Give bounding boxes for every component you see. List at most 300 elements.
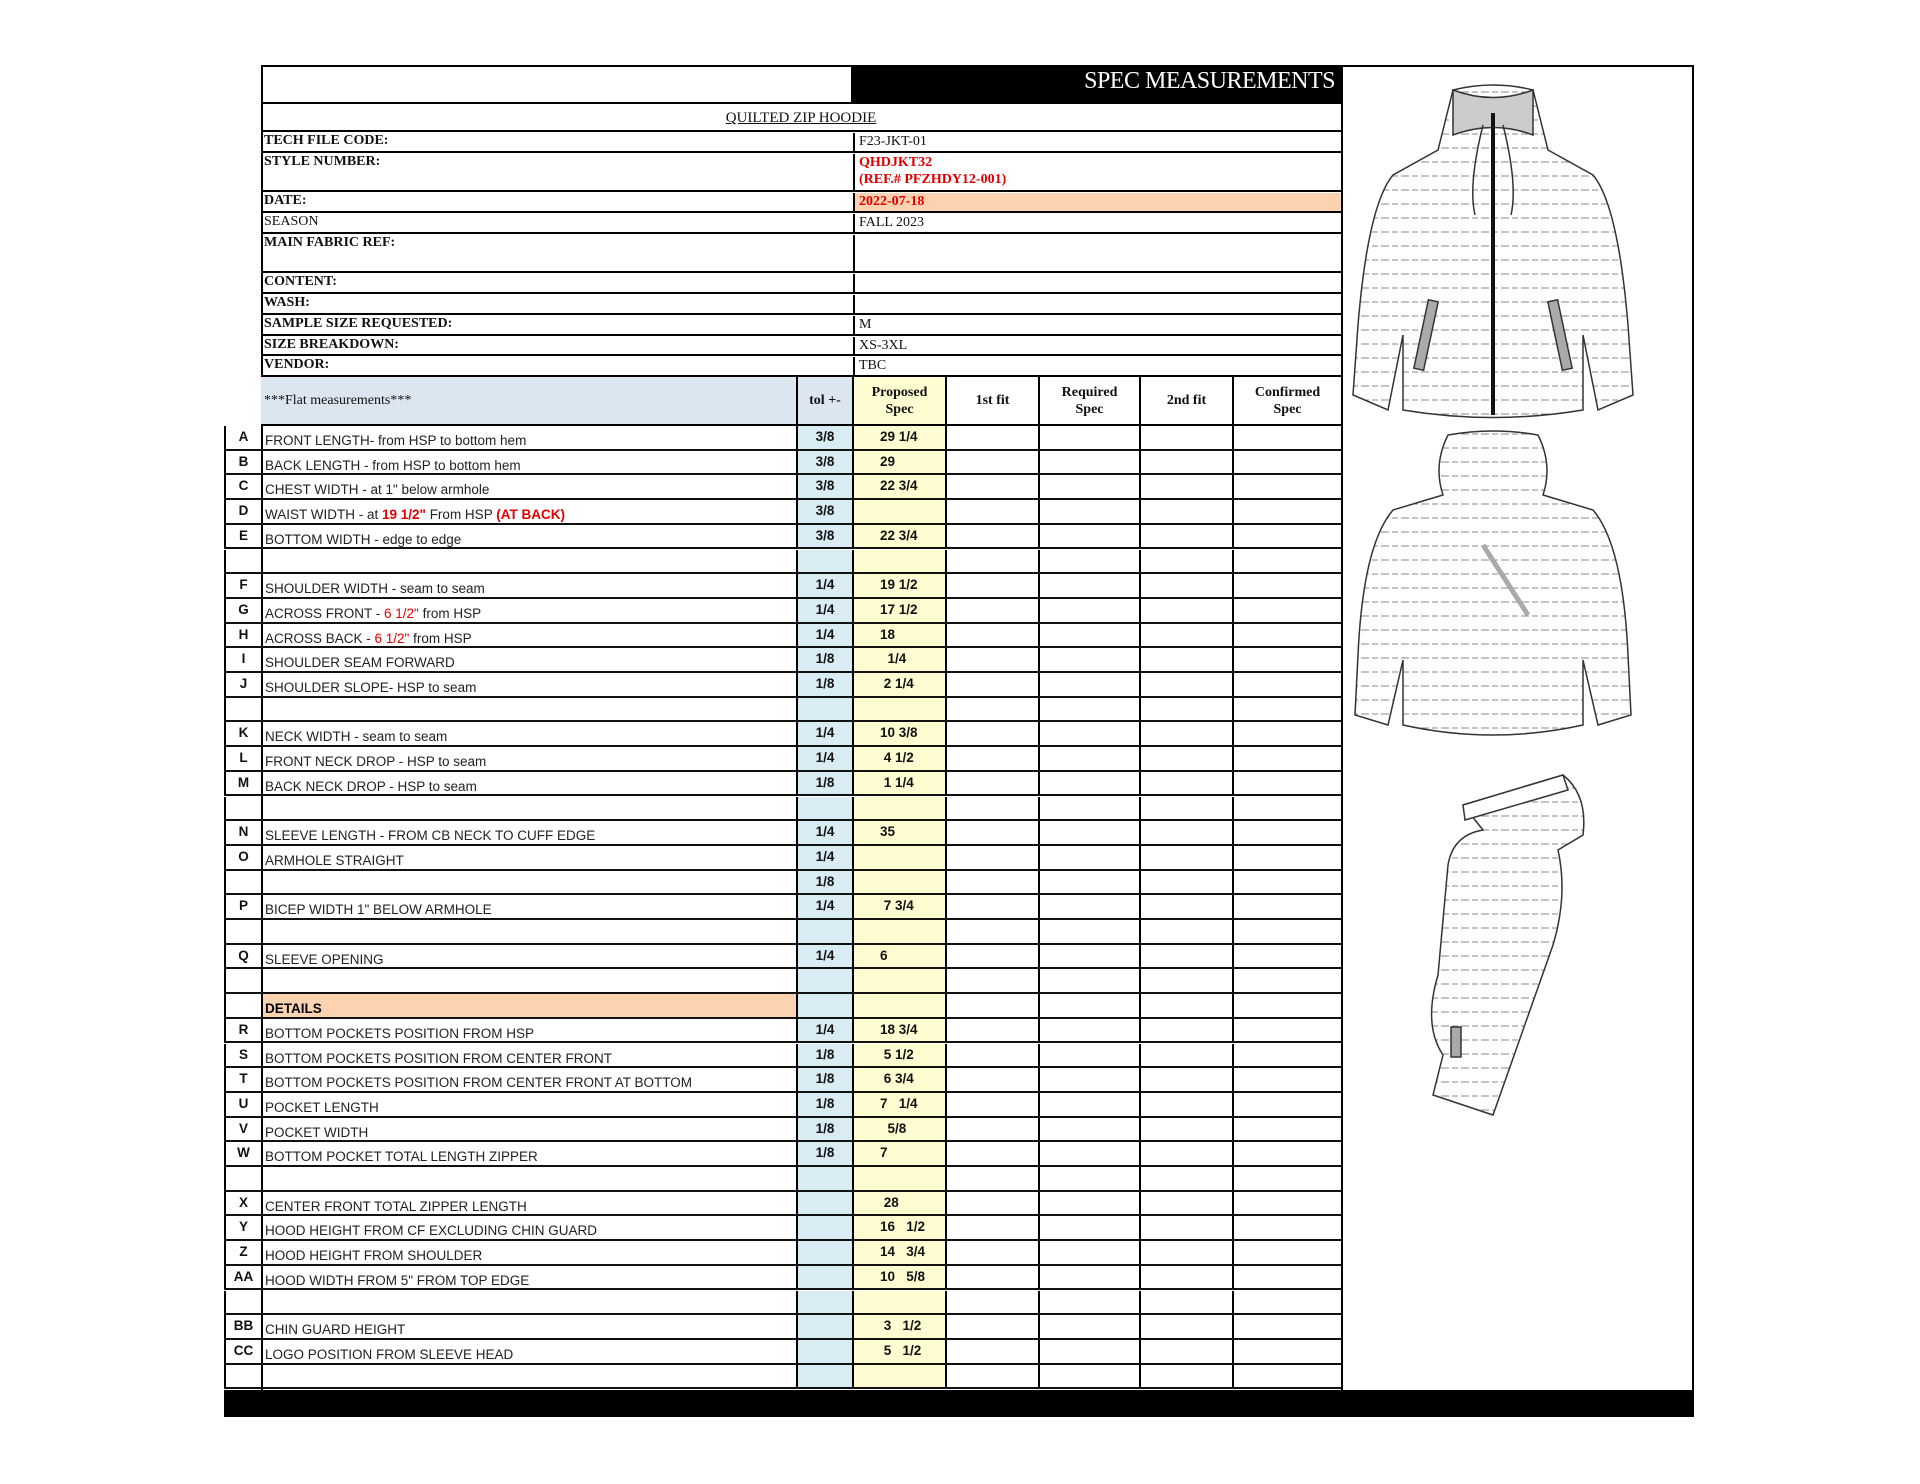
second-fit-cell[interactable] xyxy=(1139,1167,1232,1190)
confirmed-spec-cell[interactable] xyxy=(1232,673,1341,696)
confirmed-spec-cell[interactable] xyxy=(1232,1019,1341,1042)
first-fit-cell[interactable] xyxy=(945,945,1038,968)
first-fit-cell[interactable] xyxy=(945,1241,1038,1264)
confirmed-spec-cell[interactable] xyxy=(1232,871,1341,894)
measurement-description xyxy=(261,1142,796,1165)
proposed-spec-cell[interactable]: 14 3/4 xyxy=(852,1241,945,1264)
confirmed-spec-cell[interactable] xyxy=(1232,475,1341,498)
second-fit-cell[interactable] xyxy=(1139,648,1232,671)
tolerance-cell[interactable] xyxy=(796,797,852,820)
measurement-description xyxy=(261,1068,796,1091)
confirmed-spec-cell[interactable] xyxy=(1232,1266,1341,1289)
first-fit-cell[interactable] xyxy=(945,550,1038,573)
tolerance-cell[interactable] xyxy=(796,969,852,992)
first-fit-cell[interactable] xyxy=(945,846,1038,869)
second-fit-cell[interactable] xyxy=(1139,525,1232,548)
first-fit-cell[interactable] xyxy=(945,451,1038,474)
confirmed-spec-cell[interactable] xyxy=(1232,1365,1341,1388)
first-fit-cell[interactable] xyxy=(945,722,1038,745)
confirmed-spec-cell[interactable] xyxy=(1232,895,1341,918)
required-spec-cell[interactable] xyxy=(1038,994,1139,1017)
confirmed-spec-cell[interactable] xyxy=(1232,1340,1341,1363)
info-label: STYLE NUMBER: xyxy=(264,154,381,169)
measurement-description xyxy=(261,945,796,968)
info-row xyxy=(261,132,1341,153)
required-spec-cell[interactable] xyxy=(1038,698,1139,721)
measurement-description xyxy=(261,426,796,449)
tolerance-cell[interactable]: 1/8 xyxy=(796,871,852,894)
required-spec-cell[interactable] xyxy=(1038,525,1139,548)
measurement-row xyxy=(224,574,1341,599)
second-fit-cell[interactable] xyxy=(1139,550,1232,573)
desc-text: SHOULDER SEAM FORWARD xyxy=(265,655,455,671)
confirmed-spec-cell[interactable] xyxy=(1232,920,1341,943)
confirmed-spec-cell[interactable] xyxy=(1232,945,1341,968)
first-fit-cell[interactable] xyxy=(945,1192,1038,1215)
confirmed-spec-cell[interactable] xyxy=(1232,1315,1341,1338)
proposed-spec-cell[interactable]: 1/4 xyxy=(852,648,945,671)
second-fit-cell[interactable] xyxy=(1139,821,1232,844)
point-letter: W xyxy=(224,1142,261,1165)
point-letter: K xyxy=(224,722,261,745)
point-letter xyxy=(224,1291,261,1314)
tolerance-cell[interactable] xyxy=(796,1315,852,1338)
required-spec-cell[interactable] xyxy=(1038,1291,1139,1314)
proposed-spec-cell[interactable] xyxy=(852,1167,945,1190)
required-spec-cell[interactable] xyxy=(1038,1365,1139,1388)
proposed-spec-cell[interactable]: 10 5/8 xyxy=(852,1266,945,1289)
measurement-description xyxy=(261,698,796,721)
point-letter xyxy=(224,797,261,820)
tolerance-cell[interactable]: 1/4 xyxy=(796,722,852,745)
tolerance-cell[interactable]: 1/4 xyxy=(796,574,852,597)
first-fit-cell[interactable] xyxy=(945,673,1038,696)
info-row xyxy=(261,234,1341,273)
first-fit-cell[interactable] xyxy=(945,772,1038,795)
second-fit-cell[interactable] xyxy=(1139,698,1232,721)
measurement-description xyxy=(261,821,796,844)
confirmed-spec-cell[interactable] xyxy=(1232,1192,1341,1215)
confirmed-spec-cell[interactable] xyxy=(1232,1167,1341,1190)
tolerance-cell[interactable] xyxy=(796,994,852,1017)
required-spec-cell[interactable] xyxy=(1038,722,1139,745)
confirmed-spec-cell[interactable] xyxy=(1232,1118,1341,1141)
required-spec-cell[interactable] xyxy=(1038,673,1139,696)
second-fit-cell[interactable] xyxy=(1139,673,1232,696)
required-spec-cell[interactable] xyxy=(1038,574,1139,597)
required-spec-cell[interactable] xyxy=(1038,451,1139,474)
first-fit-cell[interactable] xyxy=(945,1266,1038,1289)
confirmed-spec-cell[interactable] xyxy=(1232,969,1341,992)
first-fit-cell[interactable] xyxy=(945,969,1038,992)
tolerance-cell[interactable]: 1/8 xyxy=(796,772,852,795)
measurement-description xyxy=(261,673,796,696)
second-fit-cell[interactable] xyxy=(1139,624,1232,647)
info-value-text: XS-3XL xyxy=(859,338,908,353)
tolerance-cell[interactable]: 1/8 xyxy=(796,1093,852,1116)
proposed-spec-cell[interactable]: 22 3/4 xyxy=(852,475,945,498)
proposed-spec-cell[interactable]: 35 xyxy=(852,821,945,844)
required-spec-cell[interactable] xyxy=(1038,1068,1139,1091)
measurement-row xyxy=(224,895,1341,920)
info-label: WASH: xyxy=(264,295,310,310)
proposed-spec-cell[interactable]: 1 1/4 xyxy=(852,772,945,795)
point-letter: A xyxy=(224,426,261,449)
tolerance-cell[interactable]: 1/4 xyxy=(796,747,852,770)
measurement-description xyxy=(261,895,796,918)
measurement-row xyxy=(224,1068,1341,1093)
second-fit-cell[interactable] xyxy=(1139,945,1232,968)
info-row xyxy=(261,336,1341,356)
proposed-spec-cell[interactable]: 16 1/2 xyxy=(852,1216,945,1239)
proposed-spec-cell[interactable]: 5/8 xyxy=(852,1118,945,1141)
tolerance-cell[interactable] xyxy=(796,698,852,721)
first-fit-cell[interactable] xyxy=(945,1019,1038,1042)
tolerance-cell[interactable]: 3/8 xyxy=(796,500,852,523)
required-spec-cell[interactable] xyxy=(1038,1142,1139,1165)
second-fit-cell[interactable] xyxy=(1139,1093,1232,1116)
proposed-spec-cell[interactable]: 10 3/8 xyxy=(852,722,945,745)
proposed-spec-cell[interactable] xyxy=(852,698,945,721)
proposed-spec-cell[interactable] xyxy=(852,550,945,573)
proposed-spec-cell[interactable]: 5 1/2 xyxy=(852,1340,945,1363)
required-spec-cell[interactable] xyxy=(1038,1340,1139,1363)
second-fit-cell[interactable] xyxy=(1139,574,1232,597)
confirmed-spec-cell[interactable] xyxy=(1232,574,1341,597)
tolerance-cell[interactable]: 1/8 xyxy=(796,1118,852,1141)
proposed-spec-cell[interactable]: 6 xyxy=(852,945,945,968)
confirmed-spec-cell[interactable] xyxy=(1232,1142,1341,1165)
second-fit-cell[interactable] xyxy=(1139,920,1232,943)
tolerance-cell[interactable]: 3/8 xyxy=(796,451,852,474)
measurement-row xyxy=(224,846,1341,871)
second-fit-cell[interactable] xyxy=(1139,1216,1232,1239)
point-letter: M xyxy=(224,772,261,795)
second-fit-cell[interactable] xyxy=(1139,871,1232,894)
tolerance-cell[interactable] xyxy=(796,1340,852,1363)
second-fit-cell[interactable] xyxy=(1139,500,1232,523)
desc-text: ACROSS FRONT - xyxy=(265,605,385,621)
tolerance-cell[interactable]: 1/4 xyxy=(796,624,852,647)
second-fit-cell[interactable] xyxy=(1139,895,1232,918)
proposed-spec-cell[interactable]: 4 1/2 xyxy=(852,747,945,770)
required-spec-cell[interactable] xyxy=(1038,920,1139,943)
proposed-spec-cell[interactable]: 17 1/2 xyxy=(852,599,945,622)
required-spec-cell[interactable] xyxy=(1038,895,1139,918)
measurement-description xyxy=(261,1216,796,1239)
second-fit-cell[interactable] xyxy=(1139,969,1232,992)
confirmed-spec-cell[interactable] xyxy=(1232,747,1341,770)
first-fit-cell[interactable] xyxy=(945,698,1038,721)
proposed-spec-cell[interactable] xyxy=(852,969,945,992)
second-fit-cell[interactable] xyxy=(1139,747,1232,770)
first-fit-cell[interactable] xyxy=(945,895,1038,918)
confirmed-spec-cell[interactable] xyxy=(1232,1068,1341,1091)
second-fit-cell[interactable] xyxy=(1139,1044,1232,1067)
tolerance-cell[interactable]: 1/8 xyxy=(796,1068,852,1091)
proposed-spec-cell[interactable]: 7 3/4 xyxy=(852,895,945,918)
tolerance-cell[interactable] xyxy=(796,920,852,943)
point-letter: B xyxy=(224,451,261,474)
tolerance-cell[interactable]: 3/8 xyxy=(796,475,852,498)
first-fit-cell[interactable] xyxy=(945,475,1038,498)
proposed-spec-cell[interactable]: 18 3/4 xyxy=(852,1019,945,1042)
info-value xyxy=(853,235,1341,271)
desc-text: 6 1/2" xyxy=(384,605,419,621)
proposed-spec-cell[interactable]: 19 1/2 xyxy=(852,574,945,597)
desc-text: NECK WIDTH - seam to seam xyxy=(265,729,448,745)
desc-text: LOGO POSITION FROM SLEEVE HEAD xyxy=(265,1346,514,1362)
first-fit-cell[interactable] xyxy=(945,1093,1038,1116)
col-1st-fit: 1st fit xyxy=(945,377,1038,424)
second-fit-cell[interactable] xyxy=(1139,451,1232,474)
first-fit-cell[interactable] xyxy=(945,1315,1038,1338)
tolerance-cell[interactable]: 1/8 xyxy=(796,1044,852,1067)
point-letter: S xyxy=(224,1044,261,1067)
required-spec-cell[interactable] xyxy=(1038,821,1139,844)
point-letter: Q xyxy=(224,945,261,968)
proposed-spec-cell[interactable]: 18 xyxy=(852,624,945,647)
required-spec-cell[interactable] xyxy=(1038,797,1139,820)
first-fit-cell[interactable] xyxy=(945,994,1038,1017)
proposed-spec-cell[interactable] xyxy=(852,994,945,1017)
first-fit-cell[interactable] xyxy=(945,426,1038,449)
proposed-spec-cell[interactable] xyxy=(852,1291,945,1314)
second-fit-cell[interactable] xyxy=(1139,846,1232,869)
second-fit-cell[interactable] xyxy=(1139,1142,1232,1165)
first-fit-cell[interactable] xyxy=(945,821,1038,844)
point-letter xyxy=(224,550,261,573)
point-letter: J xyxy=(224,673,261,696)
required-spec-cell[interactable] xyxy=(1038,747,1139,770)
required-spec-cell[interactable] xyxy=(1038,1167,1139,1190)
required-spec-cell[interactable] xyxy=(1038,846,1139,869)
second-fit-cell[interactable] xyxy=(1139,1068,1232,1091)
proposed-spec-cell[interactable]: 22 3/4 xyxy=(852,525,945,548)
second-fit-cell[interactable] xyxy=(1139,426,1232,449)
confirmed-spec-cell[interactable] xyxy=(1232,994,1341,1017)
proposed-spec-cell[interactable]: 7 xyxy=(852,1142,945,1165)
tolerance-cell[interactable]: 1/4 xyxy=(796,895,852,918)
desc-text: from HSP xyxy=(409,630,472,646)
confirmed-spec-cell[interactable] xyxy=(1232,1044,1341,1067)
measurement-row xyxy=(224,1192,1341,1217)
first-fit-cell[interactable] xyxy=(945,1044,1038,1067)
first-fit-cell[interactable] xyxy=(945,1340,1038,1363)
info-value-text: TBC xyxy=(859,358,887,373)
tolerance-cell[interactable] xyxy=(796,1266,852,1289)
required-spec-cell[interactable] xyxy=(1038,945,1139,968)
second-fit-cell[interactable] xyxy=(1139,994,1232,1017)
proposed-spec-cell[interactable]: 5 1/2 xyxy=(852,1044,945,1067)
first-fit-cell[interactable] xyxy=(945,920,1038,943)
tolerance-cell[interactable]: 1/4 xyxy=(796,1019,852,1042)
confirmed-spec-cell[interactable] xyxy=(1232,1216,1341,1239)
confirmed-spec-cell[interactable] xyxy=(1232,500,1341,523)
desc-text: POCKET LENGTH xyxy=(265,1099,379,1115)
tolerance-cell[interactable]: 3/8 xyxy=(796,426,852,449)
first-fit-cell[interactable] xyxy=(945,747,1038,770)
first-fit-cell[interactable] xyxy=(945,525,1038,548)
required-spec-cell[interactable] xyxy=(1038,1266,1139,1289)
tolerance-cell[interactable]: 1/4 xyxy=(796,846,852,869)
first-fit-cell[interactable] xyxy=(945,574,1038,597)
second-fit-cell[interactable] xyxy=(1139,1266,1232,1289)
first-fit-cell[interactable] xyxy=(945,1167,1038,1190)
first-fit-cell[interactable] xyxy=(945,797,1038,820)
required-spec-cell[interactable] xyxy=(1038,871,1139,894)
first-fit-cell[interactable] xyxy=(945,599,1038,622)
required-spec-cell[interactable] xyxy=(1038,969,1139,992)
confirmed-spec-cell[interactable] xyxy=(1232,550,1341,573)
tolerance-cell[interactable] xyxy=(796,1192,852,1215)
proposed-spec-cell[interactable] xyxy=(852,871,945,894)
confirmed-spec-cell[interactable] xyxy=(1232,722,1341,745)
first-fit-cell[interactable] xyxy=(945,500,1038,523)
second-fit-cell[interactable] xyxy=(1139,475,1232,498)
second-fit-cell[interactable] xyxy=(1139,1192,1232,1215)
tolerance-cell[interactable] xyxy=(796,1167,852,1190)
measurement-row xyxy=(224,994,1341,1019)
tolerance-cell[interactable]: 1/4 xyxy=(796,945,852,968)
required-spec-cell[interactable] xyxy=(1038,1044,1139,1067)
proposed-spec-cell[interactable] xyxy=(852,797,945,820)
desc-text: 6 1/2" xyxy=(374,630,410,646)
required-spec-cell[interactable] xyxy=(1038,599,1139,622)
second-fit-cell[interactable] xyxy=(1139,1241,1232,1264)
confirmed-spec-cell[interactable] xyxy=(1232,821,1341,844)
first-fit-cell[interactable] xyxy=(945,648,1038,671)
first-fit-cell[interactable] xyxy=(945,1291,1038,1314)
col-desc: ***Flat measurements*** xyxy=(261,377,796,424)
required-spec-cell[interactable] xyxy=(1038,500,1139,523)
measurement-description xyxy=(261,772,796,795)
info-label: SAMPLE SIZE REQUESTED: xyxy=(264,316,453,331)
required-spec-cell[interactable] xyxy=(1038,772,1139,795)
desc-text: From HSP xyxy=(425,507,497,523)
second-fit-cell[interactable] xyxy=(1139,1019,1232,1042)
confirmed-spec-cell[interactable] xyxy=(1232,1241,1341,1264)
second-fit-cell[interactable] xyxy=(1139,1291,1232,1314)
confirmed-spec-cell[interactable] xyxy=(1232,1291,1341,1314)
required-spec-cell[interactable] xyxy=(1038,624,1139,647)
required-spec-cell[interactable] xyxy=(1038,426,1139,449)
measurement-row xyxy=(224,797,1341,822)
product-name: QUILTED ZIP HOODIE xyxy=(261,104,1341,132)
info-value xyxy=(853,154,1341,190)
first-fit-cell[interactable] xyxy=(945,1142,1038,1165)
measurement-row xyxy=(224,722,1341,747)
proposed-spec-cell[interactable]: 7 1/4 xyxy=(852,1093,945,1116)
point-letter: H xyxy=(224,624,261,647)
tolerance-cell[interactable]: 1/8 xyxy=(796,648,852,671)
tolerance-cell[interactable] xyxy=(796,1241,852,1264)
second-fit-cell[interactable] xyxy=(1139,1315,1232,1338)
proposed-spec-cell[interactable]: 29 xyxy=(852,451,945,474)
measurement-row xyxy=(224,821,1341,846)
measurement-description xyxy=(261,500,796,523)
proposed-spec-cell[interactable] xyxy=(852,1365,945,1388)
proposed-spec-cell[interactable]: 29 1/4 xyxy=(852,426,945,449)
tolerance-cell[interactable]: 3/8 xyxy=(796,525,852,548)
measurement-description xyxy=(261,1118,796,1141)
first-fit-cell[interactable] xyxy=(945,1118,1038,1141)
tolerance-cell[interactable] xyxy=(796,1216,852,1239)
required-spec-cell[interactable] xyxy=(1038,1192,1139,1215)
tolerance-cell[interactable] xyxy=(796,1291,852,1314)
second-fit-cell[interactable] xyxy=(1139,772,1232,795)
tolerance-cell[interactable]: 1/4 xyxy=(796,599,852,622)
required-spec-cell[interactable] xyxy=(1038,1216,1139,1239)
first-fit-cell[interactable] xyxy=(945,871,1038,894)
required-spec-cell[interactable] xyxy=(1038,475,1139,498)
proposed-spec-cell[interactable]: 3 1/2 xyxy=(852,1315,945,1338)
required-spec-cell[interactable] xyxy=(1038,1019,1139,1042)
proposed-spec-cell[interactable]: 6 3/4 xyxy=(852,1068,945,1091)
tolerance-cell[interactable]: 1/4 xyxy=(796,821,852,844)
confirmed-spec-cell[interactable] xyxy=(1232,698,1341,721)
required-spec-cell[interactable] xyxy=(1038,1241,1139,1264)
measurement-description xyxy=(261,550,796,573)
second-fit-cell[interactable] xyxy=(1139,722,1232,745)
desc-text: BOTTOM POCKETS POSITION FROM HSP xyxy=(265,1025,535,1041)
col-2nd-fit: 2nd fit xyxy=(1139,377,1232,424)
desc-text: SLEEVE OPENING xyxy=(265,951,384,967)
confirmed-spec-cell[interactable] xyxy=(1232,648,1341,671)
first-fit-cell[interactable] xyxy=(945,624,1038,647)
required-spec-cell[interactable] xyxy=(1038,550,1139,573)
proposed-spec-cell[interactable] xyxy=(852,500,945,523)
measurement-description xyxy=(261,994,796,1017)
required-spec-cell[interactable] xyxy=(1038,1093,1139,1116)
required-spec-cell[interactable] xyxy=(1038,1118,1139,1141)
proposed-spec-cell[interactable] xyxy=(852,846,945,869)
first-fit-cell[interactable] xyxy=(945,1365,1038,1388)
first-fit-cell[interactable] xyxy=(945,1068,1038,1091)
confirmed-spec-cell[interactable] xyxy=(1232,772,1341,795)
required-spec-cell[interactable] xyxy=(1038,1315,1139,1338)
tolerance-cell[interactable] xyxy=(796,550,852,573)
tolerance-cell[interactable]: 1/8 xyxy=(796,1142,852,1165)
col-confirmed: Confirmed Spec xyxy=(1232,377,1341,424)
proposed-spec-cell[interactable]: 2 1/4 xyxy=(852,673,945,696)
confirmed-spec-cell[interactable] xyxy=(1232,525,1341,548)
measurement-row xyxy=(224,1365,1341,1390)
confirmed-spec-cell[interactable] xyxy=(1232,846,1341,869)
confirmed-spec-cell[interactable] xyxy=(1232,426,1341,449)
info-value xyxy=(853,193,1341,211)
second-fit-cell[interactable] xyxy=(1139,1365,1232,1388)
proposed-spec-cell[interactable] xyxy=(852,920,945,943)
point-letter xyxy=(224,871,261,894)
proposed-spec-cell[interactable]: 28 xyxy=(852,1192,945,1215)
confirmed-spec-cell[interactable] xyxy=(1232,599,1341,622)
confirmed-spec-cell[interactable] xyxy=(1232,624,1341,647)
second-fit-cell[interactable] xyxy=(1139,797,1232,820)
info-label: MAIN FABRIC REF: xyxy=(264,235,396,250)
point-letter xyxy=(224,698,261,721)
second-fit-cell[interactable] xyxy=(1139,599,1232,622)
confirmed-spec-cell[interactable] xyxy=(1232,451,1341,474)
first-fit-cell[interactable] xyxy=(945,1216,1038,1239)
confirmed-spec-cell[interactable] xyxy=(1232,1093,1341,1116)
tolerance-cell[interactable] xyxy=(796,1365,852,1388)
tolerance-cell[interactable]: 1/8 xyxy=(796,673,852,696)
confirmed-spec-cell[interactable] xyxy=(1232,797,1341,820)
second-fit-cell[interactable] xyxy=(1139,1340,1232,1363)
required-spec-cell[interactable] xyxy=(1038,648,1139,671)
second-fit-cell[interactable] xyxy=(1139,1118,1232,1141)
